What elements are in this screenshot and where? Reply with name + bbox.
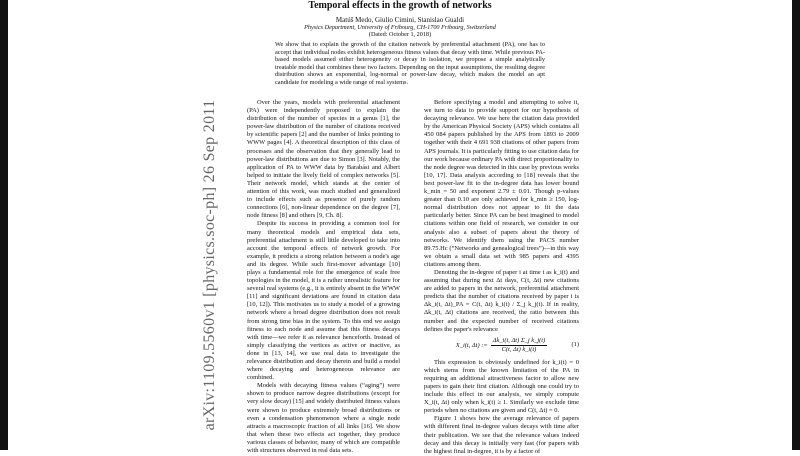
body-paragraph: Models with decaying fitness values (“aging”) were shown to produce narrow degree distributions (except for very slow decay) [15] and widely distributed fitness values were shown to produce extremely broad distributions or even a condensation phenomenon where a single node attracts a macroscopic fraction of all links [16]. We show that when these two effects act together, they produce various classes of behavior, many of which are compatible with structures observed in real data sets.: [247, 382, 400, 455]
paper-authors: Matúš Medo, Giulio Cimini, Stanislao Gualdi: [335, 16, 465, 24]
left-letterbox: [0, 0, 8, 450]
right-letterbox: [792, 0, 800, 450]
paper-abstract: We show that to explain the growth of the citation network by preferential attachment (PA), one has to accept that individual nodes exhibit heterogeneous fitness values that decay with time. While previous PA-based models assumed either heterogeneity or decay in isolation, we propose a simple analytically treatable model that combines these two factors. Depending on the input assumptions, the resulting degree distribution shows an exponential, log-normal or power-law decay, which makes the model an apt candidate for modeling a wide range of real systems.: [275, 41, 545, 86]
arxiv-identifier: arXiv:1109.5560v1 [physics.soc-ph] 26 Sep 2011: [201, 99, 218, 431]
relevance-equation: [424, 335, 579, 357]
body-paragraph: Before specifying a model and attempting to solve it, we turn to data to provide support for our hypothesis of decaying relevance. We use here the citation data provided by the American Physical Society (APS) which contains all 450 084 papers published by the APS from 1893 to 2009 together with their 4 691 938 citations of other papers from APS journals. It is particularly fitting to use citation data for our work because ordinary PA with direct proportionality to the node degree was detected in this case by previous works [10, 17]. Data analysis according to [18] reveals that the best power-law fit to the in-degree data has lower bound k_min = 50 and exponent 2.79 ± 0.01. Though p-values greater than 0.10 are only achieved for k_min ≥ 150, log-normal distribution does not appear to fit the data particularly better. Since PA can be best imagined to model citations within one field of research, we consider in our analysis also a subset of papers about the theory of networks. We identify them using the PACS number 89.75.Hc (“Networks and genealogical trees”)—in this way we obtain a small data set with 985 papers and 4395 citations among them.: [424, 99, 580, 268]
right-column: [424, 99, 579, 456]
body-paragraph: This expression is obviously undefined for k_i(t) = 0 which stems from the known limitation of the PA in requiring an additional attractiveness factor to allow new papers to gain their first citation. Although one could try to include this effect in our analysis, we simply compute X_i(t, Δt) only when k_i(t) ≥ 1. Similarly we exclude time periods when no citations are given and C(t, Δt) = 0.: [424, 358, 579, 415]
body-paragraph: Over the years, models with preferential attachment (PA) were independently proposed to explain the distribution of the number of species in a genus [1], the power-law distribution of the number of citations received by scientific papers [2] and the number of links pointing to WWW pages [4]. A theoretical description of this class of processes and the observation that they generally lead to power-law distributions are due to Simon [3]. Notably, the application of PA to WWW data by Barabási and Albert helped to initiate the lively field of complex networks [5]. Their network model, which stands at the center of attention of this work, was much studied and generalized to include effects such as presence of purely random connections [6], non-linear dependence on the degree [7], node fitness [8] and others [9, Ch. 8].: [247, 99, 400, 220]
equation-fraction: [491, 337, 548, 354]
left-column: [247, 99, 400, 455]
equation-denominator: C(t, Δt) k_i(t): [501, 346, 537, 354]
body-paragraph: Denoting the in-degree of paper i at time t as k_i(t) and assuming that during next Δt days, C(t, Δt) new citations are added to papers in the network, preferential attachment predicts that the number of citations received by paper i is Δk_i(t, Δt)_PA = C(t, Δt) k_i(t) / Σ_j k_j(t). If in reality, Δk_i(t, Δt) citations are received, the ratio between this number and the expected number of received citations defines the paper's relevance: [424, 268, 579, 333]
paper-affiliation: Physics Department, University of Fribourg, CH-1700 Fribourg, Switzerland: [304, 24, 496, 31]
equation-number: (1): [571, 340, 579, 348]
arxiv-sidebar: [190, 80, 230, 450]
paper-date: (Dated: October 1, 2018): [368, 31, 432, 38]
body-paragraph: Figure 1 shows how the average relevance of papers with different final in-degree values decays with time after their publication. We see that the relevance values indeed decay and this decay is initially very fast (for papers with the highest final in-degree, it is by a factor of: [424, 415, 579, 455]
equation-numerator: Δk_i(t, Δt) Σ_j k_j(t): [492, 337, 546, 345]
equation-lhs: X_i(t, Δt) :=: [455, 341, 488, 349]
paper-title: Temporal effects in the growth of networks: [308, 0, 492, 11]
body-paragraph: Despite its success in providing a common tool for many theoretical models and empirical data sets, preferential attachment is still little developed to take into account the temporal effects of network growth. For example, it predicts a strong relation between a node's age and its degree. While such first-mover advantage [10] plays a fundamental role for the emergence of scale free topologies in the model, it is a rather unrealistic feature for several real systems (e.g., it is entirely absent in the WWW [11] and significant deviations are found in citation data [10, 12]). This motivates us to study a model of a growing network where a broad degree distribution does not result from strong time bias in the system. To this end we assign fitness to each node and assume that this fitness decays with time—we refer it as relevance henceforth. Instead of simply classifying the vertices as active or inactive, as done in [13, 14], we use real data to investigate the relevance distribution and decay therein and build a model where decaying and heterogeneous relevance are combined.: [247, 220, 400, 382]
